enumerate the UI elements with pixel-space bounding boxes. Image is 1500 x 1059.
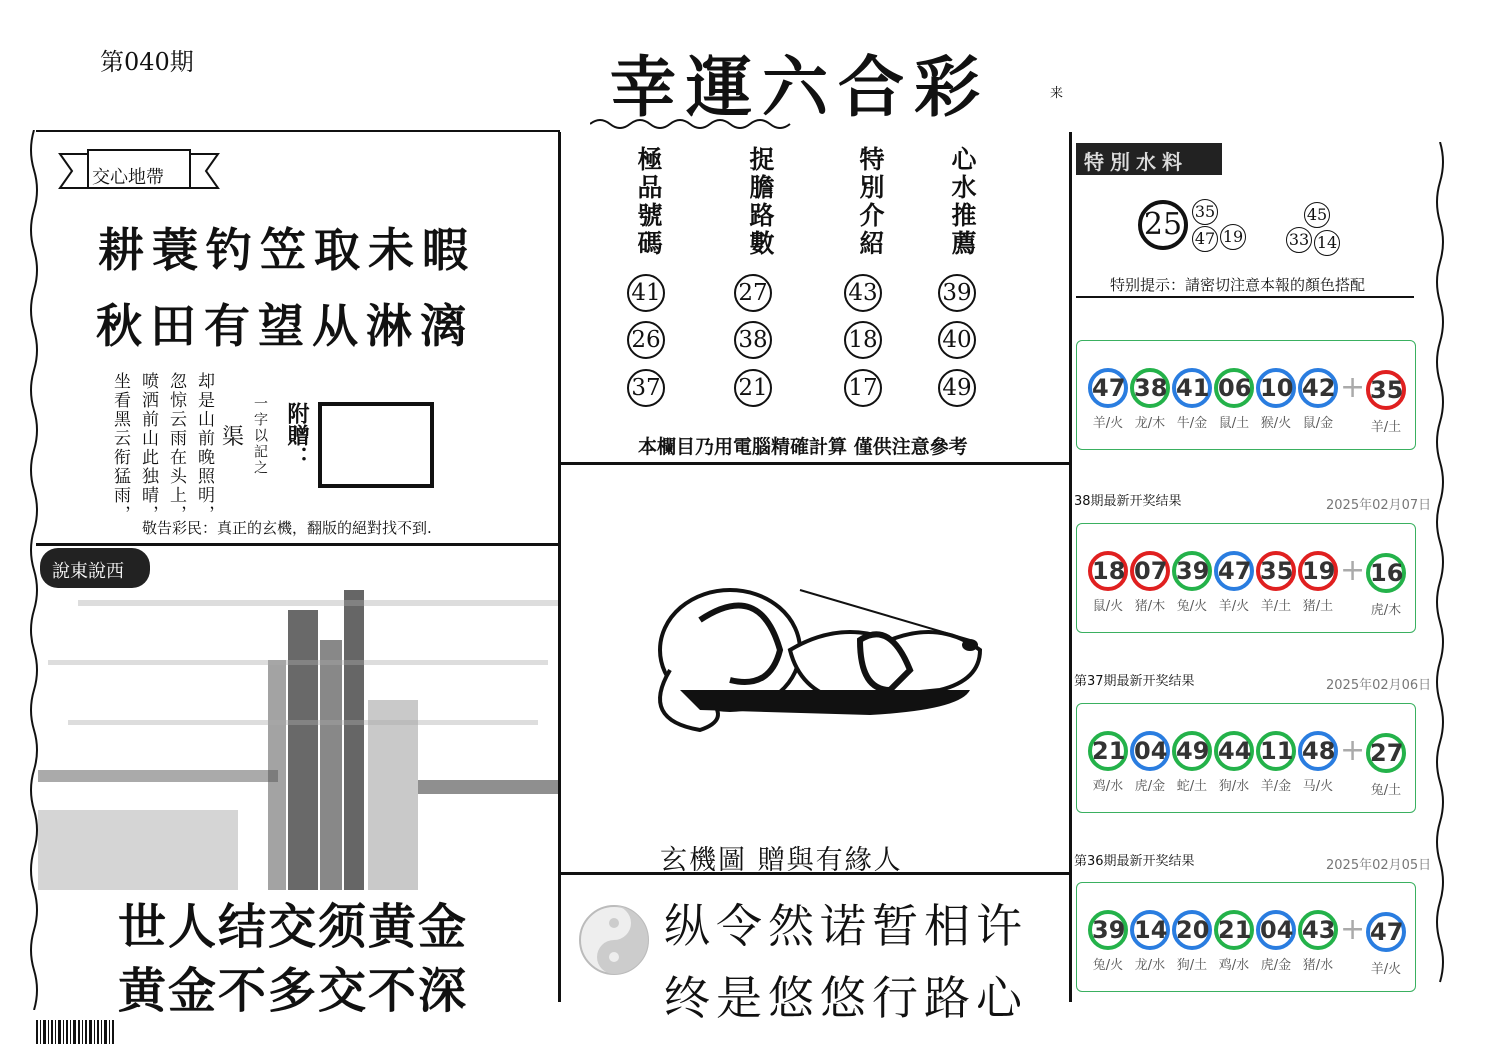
result-header: 第36期最新开奖结果: [1074, 854, 1195, 869]
result-ball: 14: [1130, 910, 1170, 950]
result-ball: 39: [1172, 551, 1212, 591]
result-zodiac: 兔/火: [1176, 599, 1208, 614]
poem-line-2: 秋田有望从淋漓: [96, 299, 474, 353]
yin-yang-icon: [576, 902, 652, 978]
number-circle: 43: [844, 274, 882, 312]
result-ball: 35: [1256, 551, 1296, 591]
result-date: 2025年02月06日: [1326, 678, 1432, 693]
result-zodiac: 龙/木: [1134, 416, 1166, 431]
special-number-circle: 14: [1314, 230, 1340, 256]
divider: [1076, 296, 1414, 298]
plus-icon: +: [1340, 733, 1366, 768]
result-ball: 47: [1088, 368, 1128, 408]
result-zodiac: 鼠/金: [1302, 416, 1334, 431]
special-number-circle: 47: [1192, 226, 1218, 252]
result-ball: 44: [1214, 731, 1254, 771]
number-circle: 27: [734, 274, 772, 312]
number-circle: 40: [938, 321, 976, 359]
special-number-circle: 35: [1192, 199, 1218, 225]
puzzle-caption: 玄機圖 贈與有緣人: [660, 845, 903, 876]
plus-icon: +: [1340, 553, 1366, 588]
verse-column: 忽惊云雨在头上，: [166, 372, 186, 524]
barcode: [36, 1020, 136, 1050]
divider: [36, 543, 560, 546]
result-zodiac: 虎/金: [1134, 779, 1166, 794]
number-circle: 17: [844, 369, 882, 407]
result-ball: 18: [1088, 551, 1128, 591]
result-ball: 04: [1256, 910, 1296, 950]
result-ball: 41: [1172, 368, 1212, 408]
result-ball: 04: [1130, 731, 1170, 771]
warning-text: 敬告彩民：真正的玄機，翻版的絕對找不到.: [142, 519, 432, 537]
result-zodiac: 羊/金: [1260, 779, 1292, 794]
plus-icon: +: [1340, 370, 1366, 405]
result-zodiac: 鸡/水: [1092, 779, 1124, 794]
hint-character: 渠: [222, 425, 245, 450]
result-header: 第37期最新开奖结果: [1074, 674, 1195, 689]
bottom-poem-line-1: 世人结交须黄金: [118, 899, 469, 955]
column-head-tebie: 特別介紹: [856, 146, 885, 258]
plus-icon: +: [1340, 912, 1366, 947]
result-ball: 19: [1298, 551, 1338, 591]
number-circle: 41: [627, 274, 665, 312]
result-zodiac: 鼠/土: [1218, 416, 1250, 431]
result-zodiac: 猴/火: [1260, 416, 1292, 431]
number-circle: 38: [734, 321, 772, 359]
hint-label: 一字以記之: [252, 396, 268, 476]
poem-line-1: 耕蓑钓笠取未暇: [98, 223, 476, 277]
special-tip: 特别提示：請密切注意本報的顏色搭配: [1110, 276, 1366, 294]
special-number-circle: 19: [1220, 224, 1246, 250]
number-circle: 21: [734, 369, 772, 407]
number-circle: 26: [627, 321, 665, 359]
bottom-poem-line-2: 黄金不多交不深: [118, 963, 469, 1019]
result-ball: 49: [1172, 731, 1212, 771]
special-ball: 47: [1366, 912, 1406, 952]
issue-number: 第040期: [100, 48, 194, 76]
result-zodiac: 马/火: [1302, 779, 1334, 794]
number-circle: 18: [844, 321, 882, 359]
divider: [36, 130, 560, 132]
result-zodiac: 蛇/土: [1176, 779, 1208, 794]
center-poem-line-1: 纵令然诺暂相许: [664, 899, 1028, 953]
result-ball: 21: [1214, 910, 1254, 950]
result-ball: 47: [1214, 551, 1254, 591]
column-head-zhuodan: 捉膽路數: [746, 146, 775, 258]
special-ball: 16: [1366, 553, 1406, 593]
title-suffix: 来: [1050, 86, 1064, 101]
result-zodiac: 虎/金: [1260, 958, 1292, 973]
special-number-circle: 45: [1304, 202, 1330, 228]
divider: [1069, 132, 1072, 1002]
page-title: 幸運六合彩: [610, 49, 990, 126]
result-ball: 21: [1088, 731, 1128, 771]
result-ball: 42: [1298, 368, 1338, 408]
result-zodiac: 牛/金: [1176, 416, 1208, 431]
number-circle: 37: [627, 369, 665, 407]
fuzeng-label: 附贈：: [284, 402, 310, 468]
column-head-xinshui: 心水推薦: [948, 146, 977, 258]
result-zodiac: 狗/水: [1218, 779, 1250, 794]
result-date: 2025年02月05日: [1326, 858, 1432, 873]
fuzeng-box: [318, 402, 434, 488]
verse-column: 坐看黑云衔猛雨，: [110, 372, 130, 524]
special-zodiac: 羊/土: [1370, 420, 1402, 435]
result-header: 38期最新开奖结果: [1074, 494, 1182, 509]
heart-banner-text: 交心地帶: [92, 167, 164, 188]
special-zodiac: 兔/土: [1370, 783, 1402, 798]
result-date: 2025年02月07日: [1326, 498, 1432, 513]
special-zodiac: 羊/火: [1370, 962, 1402, 977]
special-ball: 35: [1366, 370, 1406, 410]
talk-badge: 說東說西: [40, 548, 150, 588]
result-zodiac: 鼠/火: [1092, 599, 1124, 614]
column-head-jipin: 極品號碼: [634, 146, 663, 258]
result-ball: 43: [1298, 910, 1338, 950]
result-zodiac: 猪/水: [1302, 958, 1334, 973]
special-number-circle: 33: [1286, 227, 1312, 253]
result-zodiac: 羊/火: [1092, 416, 1124, 431]
result-zodiac: 猪/木: [1134, 599, 1166, 614]
result-zodiac: 羊/土: [1260, 599, 1292, 614]
special-ball: 27: [1366, 733, 1406, 773]
center-poem-line-2: 终是悠悠行路心: [664, 971, 1028, 1025]
title-ornament: [590, 116, 800, 132]
puzzle-dog-drawing: [640, 580, 990, 740]
result-zodiac: 兔/火: [1092, 958, 1124, 973]
result-ball: 38: [1130, 368, 1170, 408]
verse-column: 却是山前晚照明，: [194, 372, 214, 524]
result-ball: 10: [1256, 368, 1296, 408]
result-ball: 20: [1172, 910, 1212, 950]
special-badge: 特別水料: [1076, 143, 1222, 175]
divider: [560, 462, 1072, 465]
result-zodiac: 龙/水: [1134, 958, 1166, 973]
result-zodiac: 狗/土: [1176, 958, 1208, 973]
result-zodiac: 猪/土: [1302, 599, 1334, 614]
result-ball: 06: [1214, 368, 1254, 408]
result-ball: 39: [1088, 910, 1128, 950]
verse-column: 喷洒前山此独晴，: [138, 372, 158, 524]
number-circle: 39: [938, 274, 976, 312]
result-zodiac: 鸡/水: [1218, 958, 1250, 973]
result-ball: 48: [1298, 731, 1338, 771]
right-vine-border: [1434, 142, 1446, 1002]
number-circle: 49: [938, 369, 976, 407]
calculation-note: 本欄目乃用電腦精確計算 僅供注意參考: [638, 436, 968, 458]
result-ball: 07: [1130, 551, 1170, 591]
special-main-number: 25: [1138, 200, 1188, 250]
special-zodiac: 虎/木: [1370, 603, 1402, 618]
result-zodiac: 羊/火: [1218, 599, 1250, 614]
faded-print-image: [38, 590, 558, 890]
result-ball: 11: [1256, 731, 1296, 771]
